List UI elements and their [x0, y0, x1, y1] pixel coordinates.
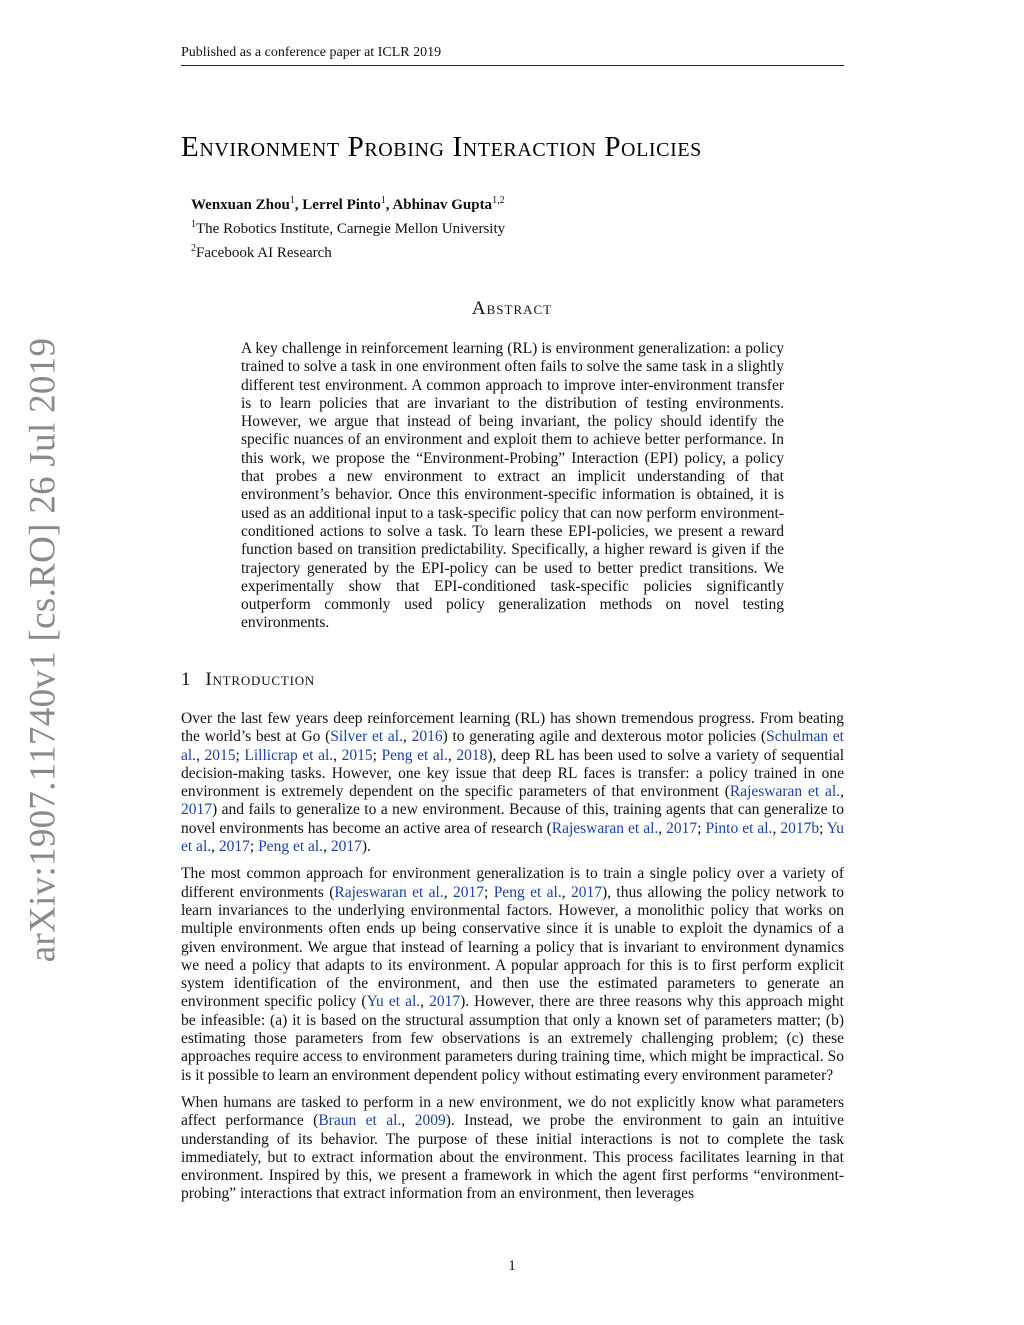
- paragraph: The most common approach for environment generalization is to train a single policy over a variety of different environments (Rajeswaran et al., 2017; Peng et al., 2017), thus allowing the policy network to learn invariances to the underlying environmental factors. However, a monolithic policy that works on multiple environments often ends up being conservative since it is unable to exploit the dynamics of a given environment. We argue that instead of learning a policy that is invariant to environment dynamics we need a policy that adapts to its environment. A popular approach for this is to first perform explicit system identification of the environment, and then use the estimated parameters to generate an environment specific policy (Yu et al., 2017). However, there are three reasons why this approach might be infeasible: (a) it is based on the structural assumption that only a known set of parameters matter; (b) estimating those parameters from few observations is an extremely challenging problem; (c) these approaches require access to environment parameters during training time, which might be impractical. So is it possible to learn an environment dependent policy without estimating every environment parameter?: [181, 865, 844, 1084]
- citation-link[interactable]: 2015: [204, 746, 236, 764]
- citation-link[interactable]: Yu et al.: [181, 819, 845, 856]
- citation-link[interactable]: Rajeswaran et al.: [334, 883, 444, 901]
- affiliation-text: Facebook AI Research: [196, 245, 332, 261]
- citation-link[interactable]: Rajeswaran et al.: [551, 819, 659, 837]
- citation-link[interactable]: 2009: [414, 1112, 446, 1130]
- citation-link[interactable]: 2017: [452, 883, 484, 901]
- author-affiliation-mark: 1: [380, 195, 386, 206]
- citation-link[interactable]: Pinto et al.: [705, 819, 773, 837]
- citation-link[interactable]: 2017: [570, 883, 602, 901]
- citation-link[interactable]: Lillicrap et al.: [244, 746, 334, 764]
- author-name: Wenxuan Zhou: [191, 197, 290, 213]
- citation-link[interactable]: 2015: [341, 746, 373, 764]
- citation-link[interactable]: 2017: [218, 838, 250, 856]
- citation-link[interactable]: 2017: [181, 801, 212, 819]
- affiliation-mark: 2: [191, 243, 196, 254]
- citation-link[interactable]: 2016: [411, 728, 443, 746]
- abstract-heading: Abstract: [471, 298, 553, 319]
- citation-link[interactable]: 2017: [429, 993, 461, 1011]
- affiliation-line: [191, 215, 505, 239]
- citation-link[interactable]: Peng et al.: [381, 746, 448, 764]
- author-block: [191, 191, 505, 263]
- citation-link[interactable]: Schulman et al.: [181, 728, 844, 764]
- citation-link[interactable]: Peng et al.: [493, 883, 562, 901]
- section-heading: [181, 669, 315, 691]
- author-affiliation-mark: 1: [289, 195, 295, 206]
- citation-link[interactable]: Yu et al.: [366, 993, 421, 1011]
- abstract-text: A key challenge in reinforcement learning (RL) is environment generalization: a policy trained to solve a task in one environment often fails to solve the same task in a slightly different test environment. A common approach to improve inter-environment transfer is to learn policies that are invariant to the distribution of testing environments. However, we argue that instead of being invariant, the policy should identify the specific nuances of an environment and exploit them to achieve better performance. In this work, we propose the “Environment-Probing” Interaction (EPI) policy, a policy that probes a new environment to extract an implicit understanding of that environment’s behavior. Once this environment-specific information is obtained, it is used as an additional input to a task-specific policy that can now perform environment-conditioned actions to solve a task. To learn these EPI-policies, we present a reward function based on transition predictability. Specifically, a higher reward is given if the trajectory generated by the EPI-policy can be used to better predict transitions. We experimentally show that EPI-conditioned task-specific policies significantly outperform commonly used policy generalization methods on novel testing environments.: [241, 340, 784, 632]
- citation-link[interactable]: Braun et al.: [318, 1112, 402, 1130]
- author-names: Wenxuan Zhou$^1$, Lerrel Pinto$^1$, Abhinav Gupta$^{1,2}$: [191, 195, 505, 213]
- section-title: Introduction: [205, 669, 316, 690]
- author-affiliation-mark: 1,2: [492, 195, 505, 206]
- citation-link[interactable]: 2017: [330, 838, 362, 856]
- page-number: 1: [508, 1258, 516, 1274]
- citation-link[interactable]: Silver et al.: [330, 728, 403, 746]
- citation-link[interactable]: Rajeswaran et al.: [729, 783, 841, 801]
- paragraph: Over the last few years deep reinforcement learning (RL) has shown tremendous progress. From beating the world’s best at Go (Silver et al., 2016) to generating agile and dexterous motor policies (Schulman et al., 2015; Lillicrap et al., 2015; Peng et al., 2018), deep RL has been used to solve a variety of sequential decision-making tasks. However, one key issue that deep RL faces is transfer: a policy trained in one environment is extremely dependent on the specific parameters of that environment (Rajeswaran et al., 2017) and fails to generalize to a new environment. Because of this, training agents that can generalize to novel environments has become an active area of research (Rajeswaran et al., 2017; Pinto et al., 2017b; Yu et al., 2017; Peng et al., 2017).: [181, 710, 845, 856]
- citation-link[interactable]: 2018: [456, 746, 488, 764]
- affiliation-text: The Robotics Institute, Carnegie Mellon University: [196, 221, 506, 237]
- paper-title: Environment Probing Interaction Policies: [181, 131, 702, 163]
- citation-link[interactable]: 2017b: [780, 819, 820, 837]
- author-name: Abhinav Gupta: [392, 197, 493, 213]
- arxiv-identifier: arXiv:1907.11740v1 [cs.RO] 26 Jul 2019: [22, 337, 64, 963]
- affiliation-mark: 1: [191, 219, 196, 230]
- section-number: 1: [181, 669, 192, 690]
- citation-link[interactable]: Peng et al.: [258, 838, 324, 856]
- body-text: [181, 710, 844, 1213]
- citation-link[interactable]: 2017: [666, 819, 698, 837]
- paragraph: When humans are tasked to perform in a new environment, we do not explicitly know what parameters affect performance (Braun et al., 2009). Instead, we probe the environment to gain an intuitive understanding of its behavior. The purpose of these initial interactions is not to complete the task immediately, but to extract information about the environment. This process facilitates learning in that environment. Inspired by this, we present a framework in which the agent first performs “environment-probing” interactions that extract information from an environment, then leverages: [181, 1093, 844, 1203]
- affiliation-line: [191, 239, 505, 263]
- author-name: Lerrel Pinto: [302, 197, 381, 213]
- running-header: Published as a conference paper at ICLR 2019: [181, 44, 844, 66]
